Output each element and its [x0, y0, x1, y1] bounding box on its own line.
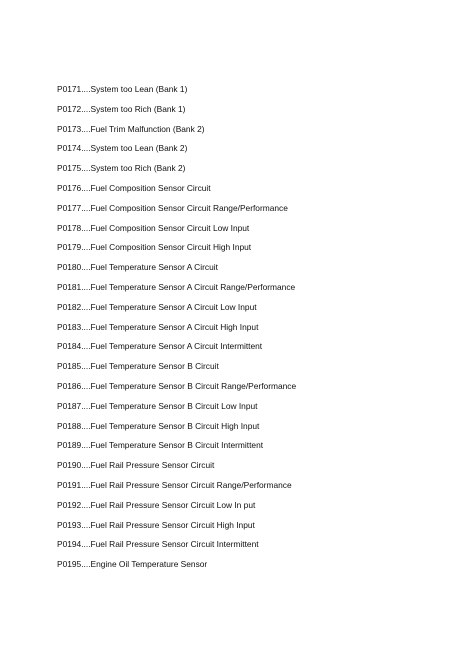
code-line-p0175: P0175....System too Rich (Bank 2)	[57, 163, 186, 174]
code-line-p0189: P0189....Fuel Temperature Sensor B Circuit Intermittent	[57, 440, 264, 451]
code-line-p0176: P0176....Fuel Composition Sensor Circuit	[57, 182, 211, 193]
code-line-p0180: P0180....Fuel Temperature Sensor A Circuit	[57, 262, 218, 273]
code-line-p0193: P0193....Fuel Rail Pressure Sensor Circuit High Input	[57, 519, 255, 530]
code-line-p0183: P0183....Fuel Temperature Sensor A Circuit High Input	[57, 321, 259, 332]
code-line-p0179: P0179....Fuel Composition Sensor Circuit High Input	[57, 242, 252, 253]
code-line-p0185: P0185....Fuel Temperature Sensor B Circuit	[57, 361, 219, 372]
code-line-p0195: P0195....Engine Oil Temperature Sensor	[57, 559, 208, 570]
code-line-p0182: P0182....Fuel Temperature Sensor A Circuit Low Input	[57, 301, 257, 312]
code-line-p0172: P0172....System too Rich (Bank 1)	[57, 103, 186, 114]
code-line-p0174: P0174....System too Lean (Bank 2)	[57, 143, 188, 154]
code-line-p0188: P0188....Fuel Temperature Sensor B Circuit High Input	[57, 420, 260, 431]
code-line-p0191: P0191....Fuel Rail Pressure Sensor Circuit Range/Performance	[57, 479, 292, 490]
code-line-p0187: P0187....Fuel Temperature Sensor B Circuit Low Input	[57, 400, 258, 411]
code-line-p0190: P0190....Fuel Rail Pressure Sensor Circuit	[57, 460, 215, 471]
code-line-p0194: P0194....Fuel Rail Pressure Sensor Circuit Intermittent	[57, 539, 259, 550]
code-line-p0171: P0171....System too Lean (Bank 1)	[57, 84, 188, 94]
code-line-p0184: P0184....Fuel Temperature Sensor A Circuit Intermittent	[57, 341, 263, 352]
code-line-p0192: P0192....Fuel Rail Pressure Sensor Circuit Low In put	[57, 499, 256, 510]
code-line-p0178: P0178....Fuel Composition Sensor Circuit Low Input	[57, 222, 250, 233]
trouble-code-list	[57, 84, 296, 579]
code-line-p0181: P0181....Fuel Temperature Sensor A Circuit Range/Performance	[57, 281, 296, 292]
code-line-p0177: P0177....Fuel Composition Sensor Circuit Range/Performance	[57, 202, 288, 213]
code-line-p0173: P0173....Fuel Trim Malfunction (Bank 2)	[57, 123, 205, 134]
code-line-p0186: P0186....Fuel Temperature Sensor B Circuit Range/Performance	[57, 380, 297, 391]
